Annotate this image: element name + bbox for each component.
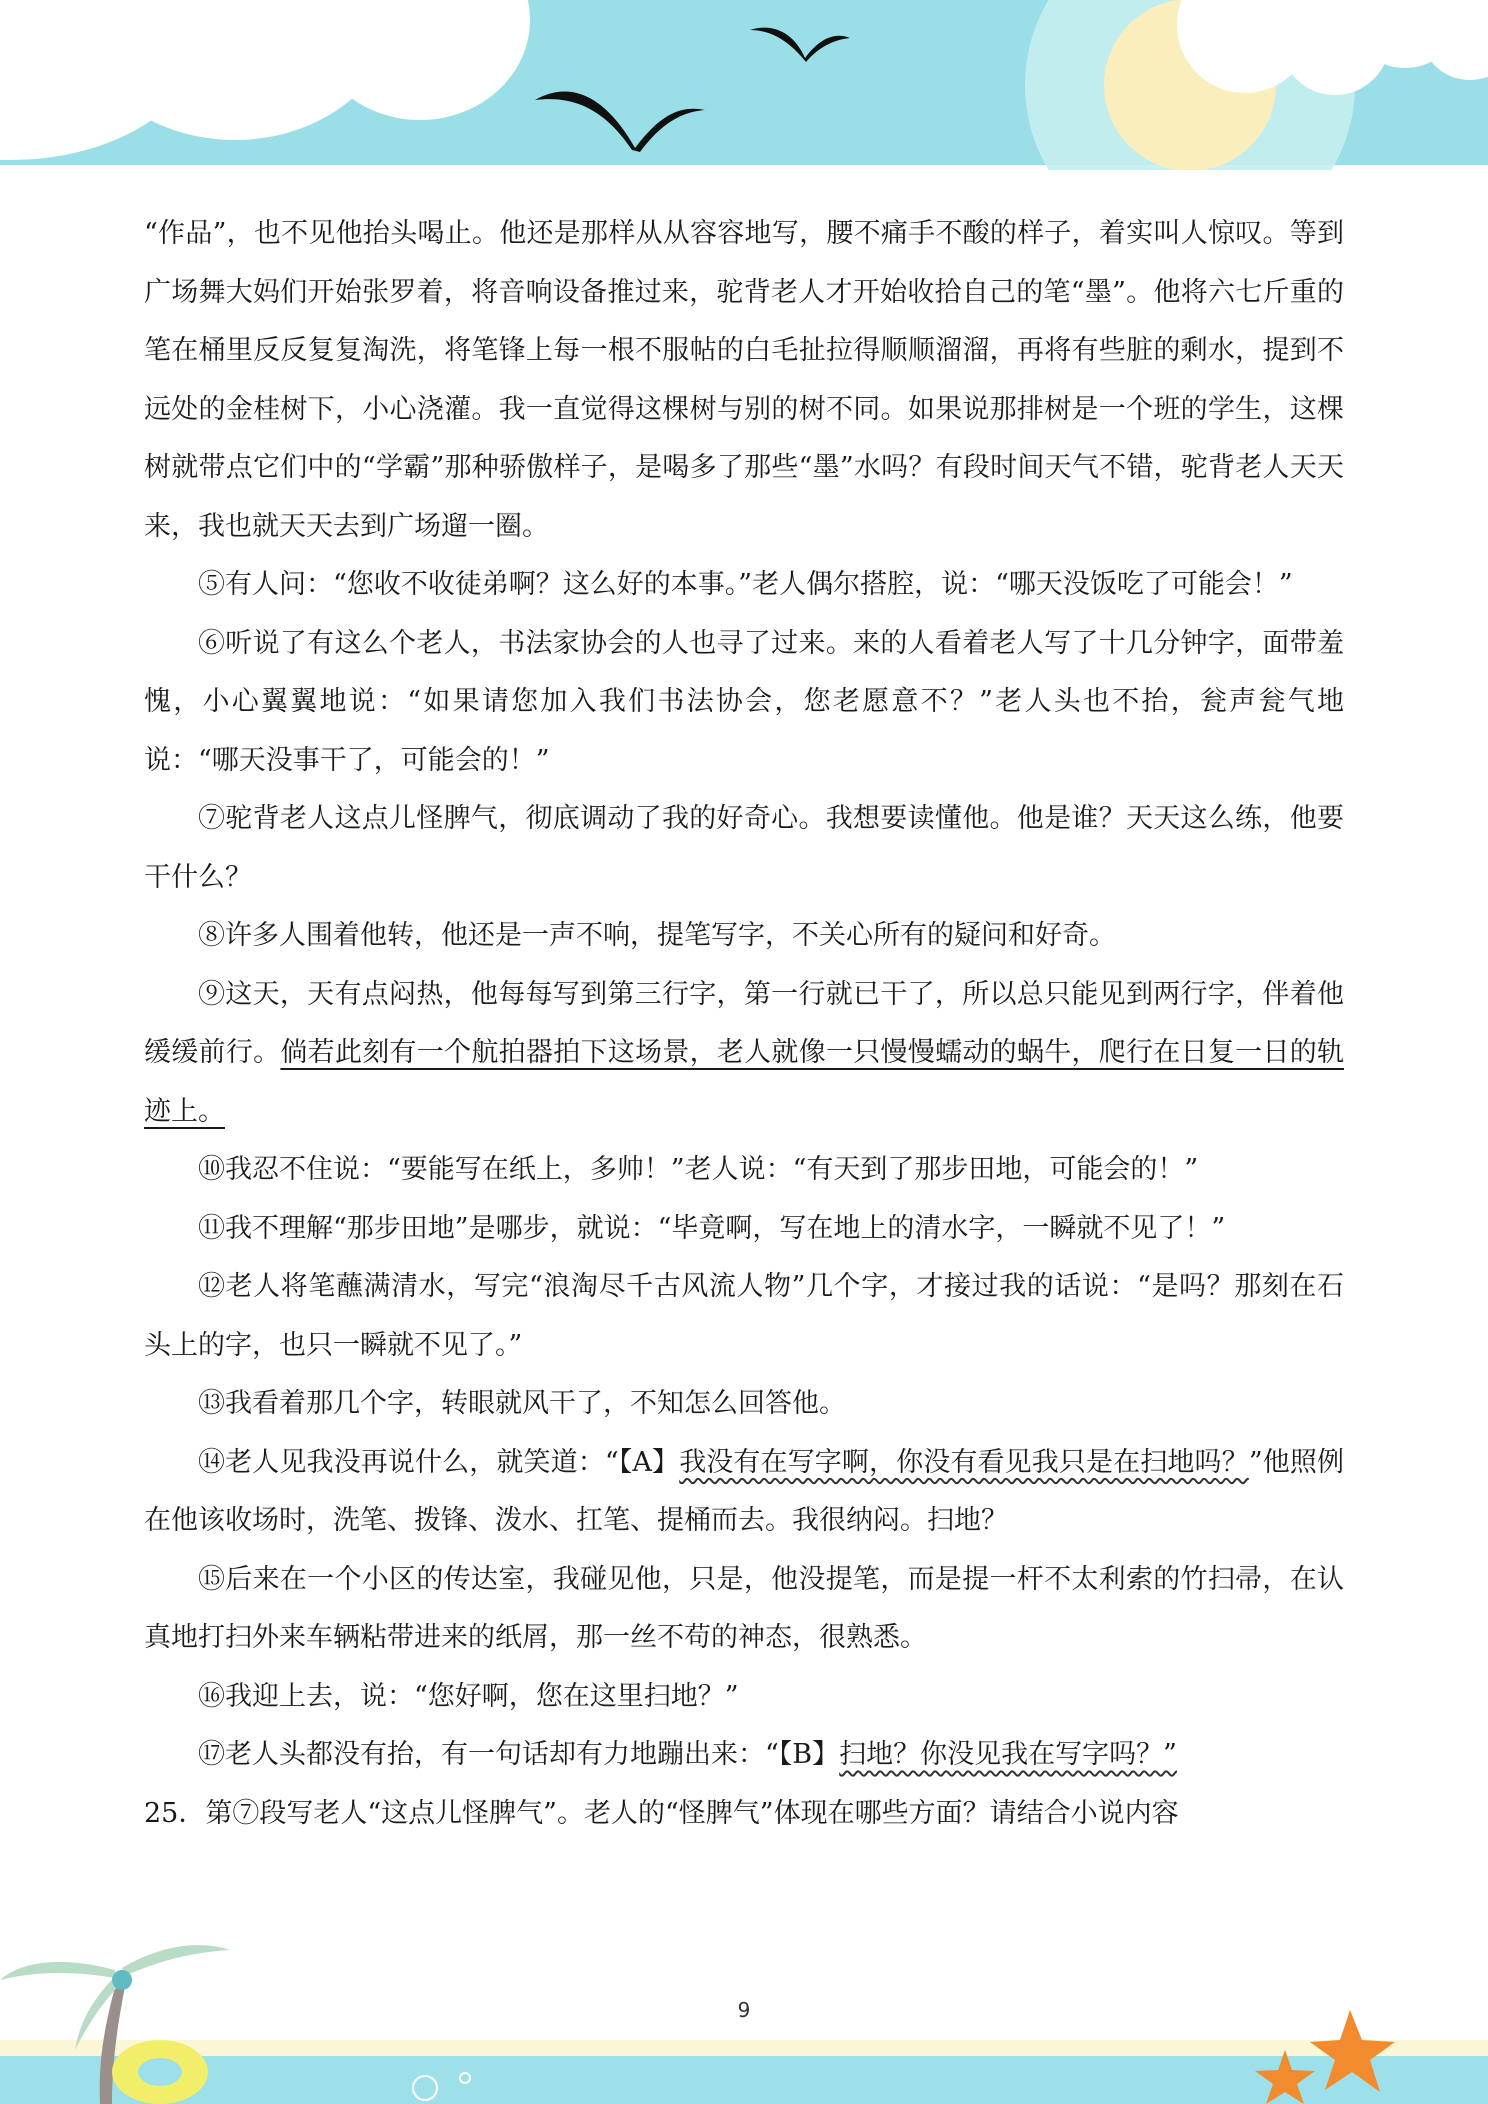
text-segment: ⑬我看着那几个字，转眼就风干了，不知怎么回答他。 xyxy=(198,1388,846,1419)
paragraph xyxy=(144,1785,1344,1844)
paragraph xyxy=(144,1258,1344,1375)
paragraph xyxy=(144,966,1344,1142)
paragraph xyxy=(144,1551,1344,1668)
paragraph xyxy=(144,556,1344,615)
paragraph xyxy=(144,1375,1344,1434)
paragraph xyxy=(144,790,1344,907)
paragraph xyxy=(144,1434,1344,1551)
paragraph xyxy=(144,1200,1344,1259)
text-segment: ⑪我不理解“那步田地”是哪步，就说：“毕竟啊，写在地上的清水字，一瞬就不见了！” xyxy=(198,1212,1226,1244)
paragraph xyxy=(144,615,1344,791)
text-segment: ⑭老人见我没再说什么，就笑道：“【A】 xyxy=(198,1446,680,1478)
text-segment: ⑨这天，天有点闷热，他每每写到第三行字，第一行就已干了，所以总只能见到两行字，伴着他缓缓前行。 xyxy=(144,978,1344,1068)
paragraph xyxy=(144,1668,1344,1727)
header-decoration xyxy=(0,0,1488,170)
paragraph xyxy=(144,1726,1344,1785)
text-segment: 25．第⑦段写老人“这点儿怪脾气”。老人的“怪脾气”体现在哪些方面？请结合小说内容 xyxy=(144,1797,1179,1829)
sea-band xyxy=(0,2056,1488,2104)
paragraph xyxy=(144,1141,1344,1200)
text-segment: ⑤有人问：“您收不收徒弟啊？这么好的本事。”老人偶尔搭腔，说：“哪天没饭吃了可能会！” xyxy=(198,569,1293,600)
wavy-underlined-sentence: 我没有在写字啊，你没有看见我只是在扫地吗？ xyxy=(679,1446,1249,1478)
swim-ring-icon xyxy=(112,2040,208,2104)
text-segment: “作品”，也不见他抬头喝止。他还是那样从从容容地写，腰不痛手不酸的样子，着实叫人惊叹。等到广场舞大妈们开始张罗着，将音响设备推过来，驼背老人才开始收拾自己的笔“墨”。他将六七斤重的笔在桶里反反复复淘洗，将笔锋上每一根不服帖的白毛扯拉得顺顺溜溜，再将有些脏的剩水，提到不远处的金桂树下，小心浇灌。我一直觉得这棵树与别的树不同。如果说那排树是一个班的学生，这棵树就带点它们中的“学霸”那种骄傲样子，是喝多了那些“墨”水吗？有段时间天气不错，驼背老人天天来，我也就天天去到广场遛一圈。 xyxy=(144,218,1344,542)
wavy-underlined-sentence: 扫地？你没见我在写字吗？” xyxy=(839,1739,1177,1770)
text-segment: ⑩我忍不住说：“要能写在纸上，多帅！”老人说：“有天到了那步田地，可能会的！” xyxy=(198,1154,1199,1185)
paragraph xyxy=(144,205,1344,556)
text-segment: ⑯我迎上去，说：“您好啊，您在这里扫地？” xyxy=(198,1680,739,1712)
text-segment: ⑧许多人围着他转，他还是一声不响，提笔写字，不关心所有的疑问和好奇。 xyxy=(198,920,1116,951)
document-body xyxy=(144,205,1344,1843)
text-segment: ⑮后来在一个小区的传达室，我碰见他，只是，他没提笔，而是提一杆不太利索的竹扫帚，在认真地打扫外来车辆粘带进来的纸屑，那一丝不苟的神态，很熟悉。 xyxy=(144,1563,1344,1653)
sand-band xyxy=(0,2040,1488,2058)
underlined-sentence: 倘若此刻有一个航拍器拍下这场景，老人就像一只慢慢蠕动的蜗牛，爬行在日复一日的轨迹上。 xyxy=(144,1037,1345,1127)
text-segment: ⑫老人将笔蘸满清水，写完“浪淘尽千古风流人物”几个字，才接过我的话说：“是吗？那刻在石头上的字，也只一瞬就不见了。” xyxy=(144,1271,1344,1361)
text-segment: ⑦驼背老人这点儿怪脾气，彻底调动了我的好奇心。我想要读懂他。他是谁？天天这么练，他要干什么？ xyxy=(144,803,1344,893)
text-segment: ⑰老人头都没有抬，有一句话却有力地蹦出来：“【B】 xyxy=(198,1739,840,1770)
text-segment: ⑥听说了有这么个老人，书法家协会的人也寻了过来。来的人看着老人写了十几分钟字，面带羞愧，小心翼翼地说：“如果请您加入我们书法协会，您老愿意不？”老人头也不抬，瓮声瓮气地说：“哪天没事干了，可能会的！” xyxy=(144,627,1344,776)
text-segment: ”他照例在他该收场时，洗笔、拨锋、泼水、扛笔、提桶而去。我很纳闷。扫地？ xyxy=(144,1446,1344,1536)
page-number: 9 xyxy=(737,1998,751,2022)
paragraph xyxy=(144,907,1344,966)
